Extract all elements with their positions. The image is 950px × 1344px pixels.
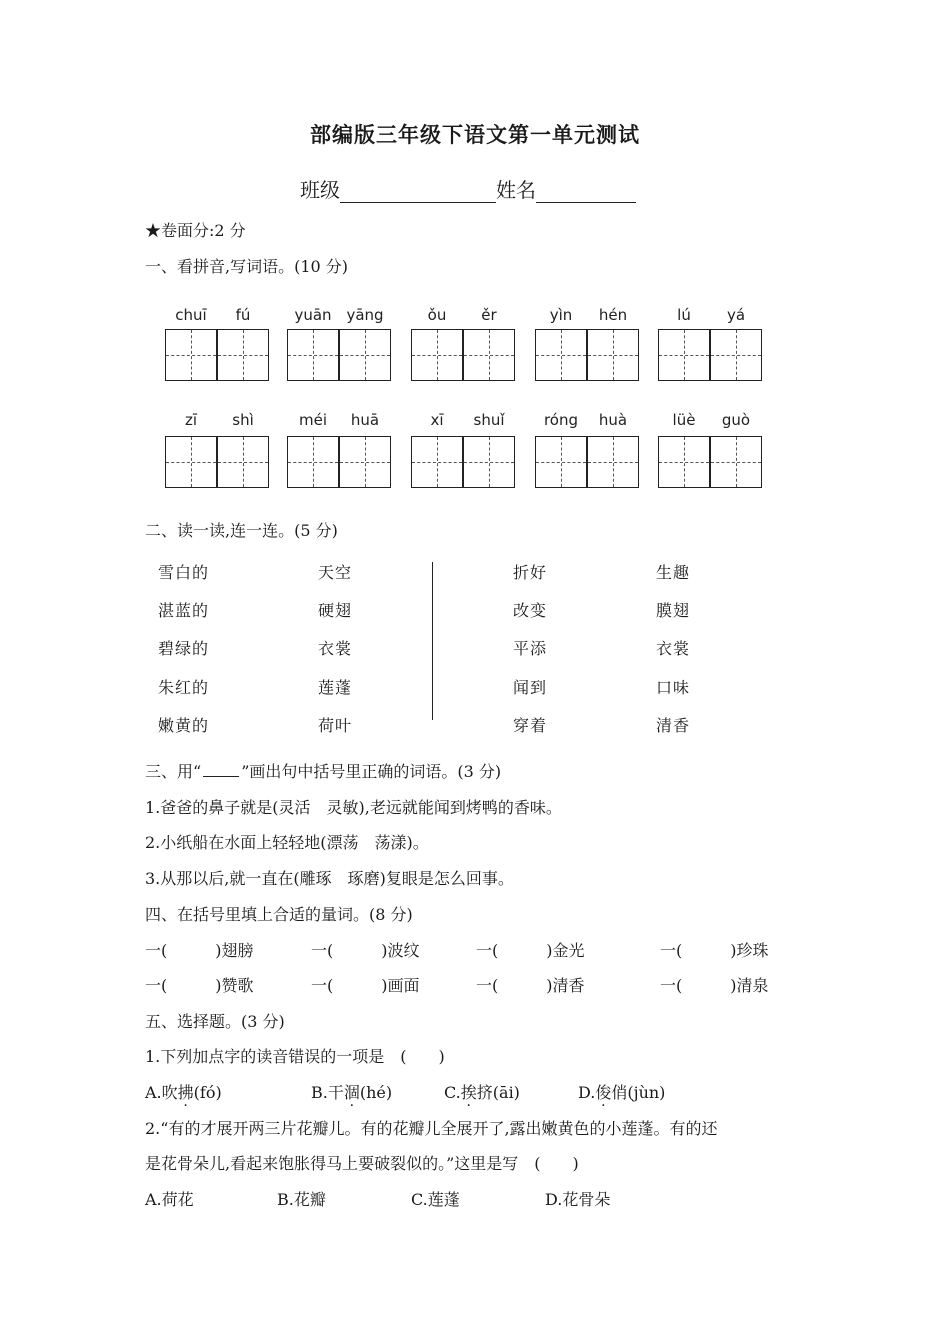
opt-b-pre: B.干 xyxy=(311,1083,344,1102)
q4-r2-c2[interactable]: 一( )画面 xyxy=(311,976,420,995)
matching-divider xyxy=(432,562,433,720)
pinyin-syllable: huā xyxy=(350,411,380,429)
match-word[interactable]: 碧绿的 xyxy=(158,639,210,658)
pinyin-syllable: yuān xyxy=(294,306,332,324)
tian-grid-box[interactable] xyxy=(710,329,762,381)
opt-c-dotted: 挨 xyxy=(460,1083,477,1102)
pinyin-syllable: shuǐ xyxy=(473,411,505,429)
tian-grid-box[interactable] xyxy=(217,329,269,381)
tian-grid-box[interactable] xyxy=(587,436,639,488)
match-word[interactable]: 衣裳 xyxy=(318,639,353,658)
match-word[interactable]: 荷叶 xyxy=(318,716,353,735)
opt-d-dotted: 俊 xyxy=(595,1083,612,1102)
pinyin-syllable: chuī xyxy=(175,306,207,324)
pinyin-syllable: méi xyxy=(298,411,327,429)
tian-grid-box[interactable] xyxy=(535,329,587,381)
match-word[interactable]: 莲蓬 xyxy=(318,678,353,697)
q4-r1-c2[interactable]: 一( )波纹 xyxy=(311,941,420,960)
q2-heading: 二、读一读,连一连。(5 分) xyxy=(145,521,338,540)
pinyin-syllable: lú xyxy=(677,306,691,324)
q4-r1-c1[interactable]: 一( )翅膀 xyxy=(145,941,254,960)
tian-grid-box[interactable] xyxy=(165,436,217,488)
tian-grid-box[interactable] xyxy=(411,329,463,381)
pinyin-syllable: ěr xyxy=(481,306,497,324)
tian-grid-box[interactable] xyxy=(658,436,710,488)
tian-grid-box[interactable] xyxy=(339,329,391,381)
q5-q2-option-c[interactable]: C.莲蓬 xyxy=(411,1190,460,1209)
q4-r1-c4[interactable]: 一( )珍珠 xyxy=(660,941,769,960)
q4-r2-c4[interactable]: 一( )清泉 xyxy=(660,976,769,995)
q3-heading-pre: 三、用“ xyxy=(145,762,202,781)
tian-grid-box[interactable] xyxy=(165,329,217,381)
pinyin-syllable: xī xyxy=(430,411,444,429)
name-blank[interactable] xyxy=(536,180,636,203)
q5-q2-option-d[interactable]: D.花骨朵 xyxy=(545,1190,611,1209)
match-word[interactable]: 湛蓝的 xyxy=(158,601,210,620)
tian-grid-box[interactable] xyxy=(710,436,762,488)
page-title: 部编版三年级下语文第一单元测试 xyxy=(310,123,640,147)
pinyin-syllable: fú xyxy=(235,306,251,324)
class-blank[interactable] xyxy=(340,180,496,203)
match-word[interactable]: 口味 xyxy=(656,678,691,697)
pinyin-syllable: yìn xyxy=(549,306,573,324)
q5-question-1: 1.下列加点字的读音错误的一项是 ( ) xyxy=(145,1047,445,1066)
pinyin-syllable: róng xyxy=(543,411,579,429)
match-word[interactable]: 折好 xyxy=(513,563,548,582)
opt-c-post: 挤(āi) xyxy=(476,1083,520,1102)
pinyin-syllable: hén xyxy=(598,306,628,324)
match-word[interactable]: 衣裳 xyxy=(656,639,691,658)
q1-heading: 一、看拼音,写词语。(10 分) xyxy=(145,257,349,276)
match-word[interactable]: 雪白的 xyxy=(158,563,210,582)
match-word[interactable]: 天空 xyxy=(318,563,353,582)
match-word[interactable]: 平添 xyxy=(513,639,548,658)
class-name-line xyxy=(300,174,636,203)
q3-item-3: 3.从那以后,就一直在(雕琢 琢磨)复眼是怎么回事。 xyxy=(145,869,514,888)
q5-q2-option-b[interactable]: B.花瓣 xyxy=(277,1190,326,1209)
tian-grid-box[interactable] xyxy=(287,436,339,488)
q5-q1-option-c[interactable] xyxy=(444,1080,520,1103)
match-word[interactable]: 嫩黄的 xyxy=(158,716,210,735)
q3-heading-post: ”画出句中括号里正确的词语。(3 分) xyxy=(241,762,502,781)
opt-b-post: (hé) xyxy=(359,1083,393,1102)
pinyin-syllable: yá xyxy=(726,306,746,324)
match-word[interactable]: 朱红的 xyxy=(158,678,210,697)
opt-c-pre: C. xyxy=(444,1083,461,1102)
q5-q1-option-a[interactable] xyxy=(145,1080,222,1103)
q4-heading: 四、在括号里填上合适的量词。(8 分) xyxy=(145,905,413,924)
underline-sample xyxy=(203,762,239,777)
q5-q1-option-d[interactable] xyxy=(578,1080,665,1103)
opt-a-pre: A.吹 xyxy=(145,1083,178,1102)
tian-grid-box[interactable] xyxy=(339,436,391,488)
q4-r1-c3[interactable]: 一( )金光 xyxy=(476,941,585,960)
q5-q1-option-b[interactable] xyxy=(311,1080,392,1103)
tian-grid-box[interactable] xyxy=(287,329,339,381)
neatness-score: ★卷面分:2 分 xyxy=(145,221,246,240)
name-label: 姓名 xyxy=(496,178,536,202)
pinyin-syllable: yāng xyxy=(346,306,384,324)
pinyin-syllable: guò xyxy=(721,411,751,429)
pinyin-syllable: zī xyxy=(184,411,198,429)
q4-r2-c3[interactable]: 一( )清香 xyxy=(476,976,585,995)
q3-heading xyxy=(145,759,501,782)
match-word[interactable]: 生趣 xyxy=(656,563,691,582)
pinyin-syllable: huà xyxy=(598,411,628,429)
opt-d-pre: D. xyxy=(578,1083,596,1102)
tian-grid-box[interactable] xyxy=(463,329,515,381)
q5-question-2-line1: 2.“有的才展开两三片花瓣儿。有的花瓣儿全展开了,露出嫩黄色的小莲蓬。有的还 xyxy=(145,1119,718,1138)
opt-d-post: 俏(jùn) xyxy=(611,1083,666,1102)
q5-heading: 五、选择题。(3 分) xyxy=(145,1012,285,1031)
q4-r2-c1[interactable]: 一( )赞歌 xyxy=(145,976,254,995)
pinyin-syllable: ǒu xyxy=(427,306,447,324)
tian-grid-box[interactable] xyxy=(411,436,463,488)
match-word[interactable]: 清香 xyxy=(656,716,691,735)
q5-q2-option-a[interactable]: A.荷花 xyxy=(145,1190,194,1209)
tian-grid-box[interactable] xyxy=(587,329,639,381)
tian-grid-box[interactable] xyxy=(217,436,269,488)
class-label: 班级 xyxy=(300,178,340,202)
match-word[interactable]: 膜翅 xyxy=(656,601,691,620)
tian-grid-box[interactable] xyxy=(463,436,515,488)
match-word[interactable]: 硬翅 xyxy=(318,601,353,620)
q3-item-2: 2.小纸船在水面上轻轻地(漂荡 荡漾)。 xyxy=(145,833,429,852)
opt-b-dotted: 涸 xyxy=(343,1083,360,1102)
match-word[interactable]: 闻到 xyxy=(513,678,548,697)
pinyin-syllable: lüè xyxy=(672,411,696,429)
opt-a-post: (fó) xyxy=(193,1083,222,1102)
q5-question-2-line2: 是花骨朵儿,看起来饱胀得马上要破裂似的。”这里是写 ( ) xyxy=(145,1154,579,1173)
tian-grid-box[interactable] xyxy=(658,329,710,381)
match-word[interactable]: 改变 xyxy=(513,601,548,620)
match-word[interactable]: 穿着 xyxy=(513,716,548,735)
pinyin-syllable: shì xyxy=(232,411,254,429)
tian-grid-box[interactable] xyxy=(535,436,587,488)
q3-item-1: 1.爸爸的鼻子就是(灵活 灵敏),老远就能闻到烤鸭的香味。 xyxy=(145,798,562,817)
opt-a-dotted: 拂 xyxy=(177,1083,194,1102)
